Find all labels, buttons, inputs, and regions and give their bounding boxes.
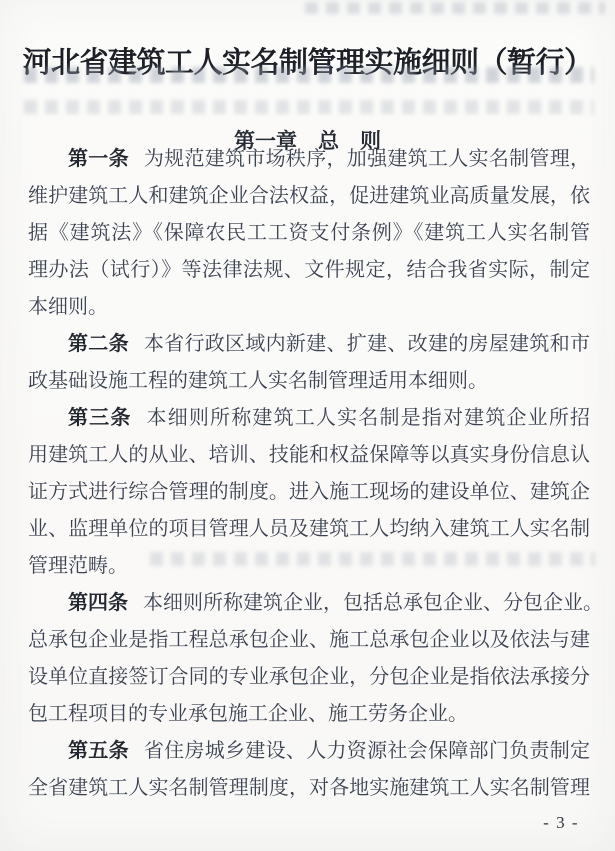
- body-line-text: 总承包企业是指工程总承包企业、施工总承包企业以及依法与建: [28, 629, 590, 651]
- body-line: [28, 474, 590, 511]
- body-line: [28, 585, 603, 622]
- body-line: [28, 659, 590, 696]
- body-line: [28, 548, 590, 585]
- body-line-text: 本细则所称建筑工人实名制是指对建筑企业所招: [146, 407, 591, 429]
- body-line-text: 维护建筑工人和建筑企业合法权益，促进建筑业高质量发展，依: [28, 185, 590, 207]
- body-line: [28, 215, 590, 252]
- body-line-text: 本细则所称建筑企业，包括总承包企业、分包企业。: [143, 592, 603, 614]
- body-line-text: 据《建筑法》《保障农民工工资支付条例》《建筑工人实名制管: [28, 222, 590, 244]
- bleed-through-ghost-text: [305, 2, 605, 14]
- body-line: [28, 400, 590, 437]
- chapter-heading: 第一章 总 则: [234, 130, 381, 154]
- article-number: 第五条: [68, 740, 129, 762]
- document-body: [28, 141, 603, 807]
- body-line: [28, 141, 590, 178]
- body-line-text: 理办法（试行）》等法律法规、文件规定，结合我省实际，制定: [28, 259, 590, 281]
- body-line-text: 省住房城乡建设、人力资源社会保障部门负责制定: [143, 740, 590, 762]
- body-line: [28, 178, 590, 215]
- page-number: - 3 -: [543, 813, 579, 832]
- body-line-text: 包工程项目的专业承包施工企业、施工劳务企业。: [28, 703, 468, 725]
- body-line-text: 本细则。: [28, 296, 108, 318]
- body-line: [28, 289, 590, 326]
- body-line: [28, 733, 590, 770]
- document-title: 河北省建筑工人实名制管理实施细则（暂行）: [22, 47, 593, 80]
- body-line: [28, 252, 590, 289]
- article-number: 第三条: [68, 407, 132, 429]
- body-line: [28, 770, 590, 807]
- body-line-text: 全省建筑工人实名制管理制度，对各地实施建筑工人实名制管理: [28, 777, 590, 799]
- bleed-through-ghost-text: [24, 100, 594, 114]
- body-line: [28, 437, 590, 474]
- body-line: [28, 622, 590, 659]
- body-line-text: 设单位直接签订合同的专业承包企业，分包企业是指依法承接分: [28, 666, 590, 688]
- body-line-text: 管理范畴。: [28, 555, 128, 577]
- body-line-text: 证方式进行综合管理的制度。进入施工现场的建设单位、建筑企: [28, 481, 590, 503]
- article-number: 第一条: [68, 148, 129, 170]
- body-line: [28, 326, 590, 363]
- body-line-text: 政基础设施工程的建筑工人实名制管理适用本细则。: [28, 370, 488, 392]
- body-line-text: 本省行政区域内新建、扩建、改建的房屋建筑和市: [143, 333, 590, 355]
- article-number: 第二条: [68, 333, 129, 355]
- body-line: [28, 696, 590, 733]
- body-line-text: 为规范建筑市场秩序，加强建筑工人实名制管理，: [143, 148, 590, 170]
- body-line-text: 业、监理单位的项目管理人员及建筑工人均纳入建筑工人实名制: [28, 518, 590, 540]
- body-line: [28, 363, 590, 400]
- body-line-text: 用建筑工人的从业、培训、技能和权益保障等以真实身份信息认: [28, 444, 590, 466]
- article-number: 第四条: [68, 592, 128, 614]
- body-line: [28, 511, 590, 548]
